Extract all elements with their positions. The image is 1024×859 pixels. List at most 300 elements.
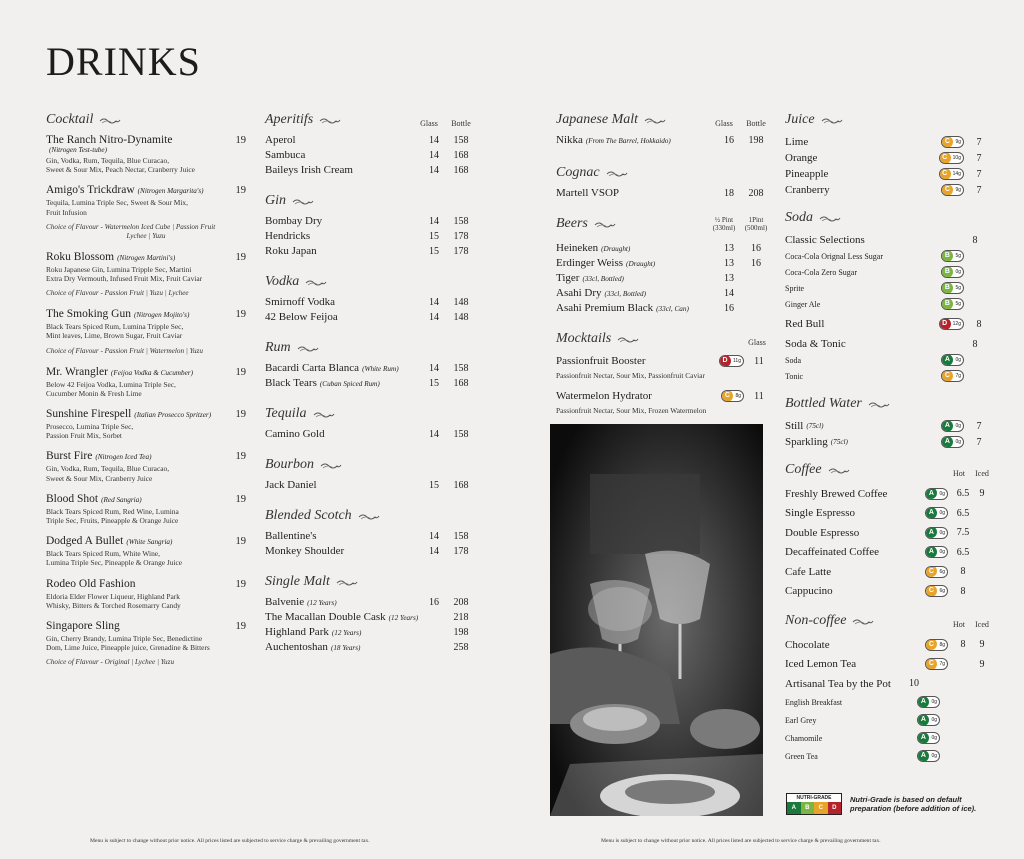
column-headers: [416, 119, 475, 128]
beer-note: (Draught): [601, 245, 631, 253]
cocktail-item: [46, 620, 246, 667]
iced-price: 9: [979, 639, 985, 651]
cocktail-name: Sunshine Firespell: [46, 408, 132, 421]
cocktail-item: [46, 134, 246, 174]
cocktail-description: [46, 422, 246, 440]
bottle-price: 168: [453, 480, 469, 491]
red-bull-price: 8: [976, 318, 982, 330]
juice-row: [785, 166, 990, 182]
nutri-grade-letter: C: [925, 658, 937, 670]
spirit-name: 42 Below Feijoa: [265, 311, 338, 323]
spirit-section-title: Bourbon: [265, 457, 314, 472]
description-line: Extra Dry Vermouth, Infused Fruit Mix, Fruit Caviar: [46, 274, 203, 284]
nutri-grade-letter: C: [941, 184, 953, 196]
water-name: Still: [785, 420, 804, 432]
flavour-line: Choice of Flavour - Watermelon Iced Cube | Passion Fruit: [46, 222, 216, 231]
nutri-grade-letter: A: [925, 527, 937, 539]
spirit-section-header: [265, 336, 475, 356]
description-line: Black Tears Spiced Rum, Red Wine, Lumina: [46, 506, 179, 516]
spirit-section-title: Aperitifs: [265, 112, 314, 127]
spirit-section-title: Rum: [265, 340, 291, 355]
nutri-grade-badge: [925, 546, 948, 558]
iced-price: 9: [979, 488, 985, 500]
juice-name: Pineapple: [785, 168, 829, 180]
spirit-note: (12 Years): [388, 614, 419, 622]
cocktail-price: 19: [235, 309, 246, 321]
mocktail-price: 11: [754, 355, 764, 367]
sugar-content: 12g: [952, 321, 961, 327]
spirit-row: [265, 134, 475, 149]
coffee-name: Cafe Latte: [785, 565, 832, 578]
spirit-name: Highland Park: [265, 626, 329, 638]
bottle-price: 158: [453, 531, 469, 542]
flavour-choices: [46, 289, 246, 298]
tea-name: Chamomile: [785, 733, 823, 743]
spirit-section-header: [265, 402, 475, 422]
cocktail-name: Mr. Wrangler: [46, 365, 108, 378]
description-line: Passion Fruit Mix, Sorbet: [46, 431, 122, 441]
classic-selections-price: 8: [972, 234, 978, 246]
cocktail-price: 19: [235, 578, 246, 590]
flourish-ornament: [99, 117, 121, 125]
cocktail-item: [46, 308, 246, 355]
flourish-ornament: [852, 618, 874, 626]
bottle-price: 158: [453, 135, 469, 146]
water-note: (75cl): [830, 438, 848, 446]
flourish-ornament: [313, 411, 335, 419]
sugar-content: 0g: [931, 699, 937, 705]
nutri-grade-letter: A: [917, 732, 929, 744]
nutri-grade-badge: [941, 266, 964, 278]
description-line: Gin, Vodka, Rum, Tequila, Blue Curacao,: [46, 464, 170, 474]
spirit-section-title: Blended Scotch: [265, 508, 352, 523]
non-coffee-name: Chocolate: [785, 638, 830, 651]
coffee-section-title: Coffee: [785, 462, 822, 477]
beer-note: (Draught): [626, 260, 656, 268]
nutri-grade-letter: A: [925, 546, 937, 558]
sugar-content: 0g: [955, 439, 961, 445]
cocktail-name: Blood Shot: [46, 492, 99, 505]
spirit-name: Monkey Shoulder: [265, 545, 345, 557]
mocktails-section-header: [556, 327, 770, 347]
glass-price: 15: [429, 231, 439, 242]
sugar-content: 10g: [952, 155, 961, 161]
spirit-row: [265, 296, 475, 311]
nutri-grade-letter: B: [941, 282, 953, 294]
beer-note: (33cl, Can): [656, 305, 689, 313]
description-line: Black Tears Spiced Rum, White Wine,: [46, 549, 160, 559]
coffee-row: [785, 562, 990, 582]
cocktail-name: Roku Blossom: [46, 250, 115, 263]
tea-name: Green Tea: [785, 751, 818, 761]
hot-price: 8: [960, 639, 966, 651]
cocktail-name: Burst Fire: [46, 450, 93, 463]
soda-section-header: [785, 206, 990, 226]
beers-section-title: Beers: [556, 216, 588, 231]
flavour-choices: [46, 223, 246, 241]
soda-name: Ginger Ale: [785, 299, 821, 309]
cocktail-item: [46, 535, 246, 567]
coffee-row: [785, 484, 990, 504]
cocktail-row: [46, 535, 246, 547]
description-line: Gin, Vodka, Rum, Tequila, Blue Curacao,: [46, 156, 170, 165]
iced-price: 9: [979, 658, 985, 670]
glass-price: 13: [724, 258, 734, 269]
flourish-ornament: [320, 462, 342, 470]
tea-row: [785, 747, 990, 765]
spirit-row: [265, 479, 475, 494]
sugar-content: 7g: [955, 373, 961, 379]
bottle-price: 148: [453, 297, 469, 308]
spirit-section-title: Gin: [265, 193, 286, 208]
spirit-note: (Cuban Spiced Rum): [319, 380, 380, 388]
red-bull-row: [785, 316, 990, 332]
cocktail-price: 19: [235, 621, 246, 633]
cocktail-item: [46, 578, 246, 610]
nutri-grade-logo: NUTRI-GRADE A B C D: [786, 793, 842, 815]
nutri-grade-badge: [941, 420, 964, 432]
coffee-name: Double Espresso: [785, 526, 860, 539]
soda-tonic-name: Soda & Tonic: [785, 338, 846, 350]
glass-price: 14: [429, 531, 439, 542]
beer-name: Asahi Dry: [556, 287, 602, 299]
iced-header: Iced: [975, 620, 989, 629]
glass-price: 13: [724, 243, 734, 254]
hot-header: Hot: [953, 620, 965, 629]
cocktail-price: 19: [235, 366, 246, 378]
spirit-section-title: Single Malt: [265, 574, 330, 589]
glass-header: Glass: [748, 338, 766, 347]
beer-row: [556, 287, 770, 302]
hot-price: 6.5: [956, 546, 970, 558]
spirit-row: [265, 362, 475, 377]
nutri-grade-letter: C: [941, 370, 953, 382]
nutri-grade-letter: A: [941, 436, 953, 448]
spirit-name: Bacardi Carta Blanca: [265, 362, 360, 374]
glass-price: 14: [429, 363, 439, 374]
spirit-section-header: [265, 270, 475, 290]
mocktail-description: Passionfruit Nectar, Sour Mix, Frozen Watermelon: [556, 406, 707, 416]
footer-note-left: Menu is subject to change without prior notice. All prices listed are subjected to service charge & prevailing government tax.: [90, 838, 370, 844]
spirit-row: [265, 230, 475, 245]
juice-name: Orange: [785, 152, 818, 164]
nutri-grade-badge: [925, 566, 948, 578]
sugar-content: 0g: [939, 510, 945, 517]
nutri-grade-letter: A: [925, 488, 937, 500]
glass-price: 13: [724, 273, 734, 284]
spirit-name: The Macallan Double Cask: [265, 611, 386, 623]
nutri-grade-letter: D: [939, 318, 951, 330]
description-line: Below 42 Feijoa Vodka, Lumina Triple Sec,: [46, 379, 176, 389]
glass-price: 14: [429, 546, 439, 557]
spirit-section-header: [265, 570, 475, 590]
spirit-name: Jack Daniel: [265, 479, 317, 491]
beer-note: (33cl, Bottled): [582, 275, 624, 283]
artisanal-tea-row: [785, 674, 990, 693]
bottle-price: 178: [453, 231, 469, 242]
beer-name: Asahi Premium Black: [556, 302, 654, 314]
iced-header: Iced: [975, 469, 989, 478]
soda-name: Coca-Cola Orignal Less Sugar: [785, 251, 883, 261]
coffee-name: Single Espresso: [785, 507, 855, 520]
sugar-content: 0g: [931, 717, 937, 723]
nutri-grade-badge: [917, 750, 940, 762]
japanese-malt-section-title: Japanese Malt: [556, 112, 639, 127]
flavour-choices: [46, 658, 246, 667]
description-line: Sweet & Sour Mix, Cranberry Juice: [46, 473, 153, 483]
sugar-content: 0g: [955, 357, 961, 363]
glass-header: Glass: [715, 119, 733, 128]
coffee-row: [785, 504, 990, 524]
nutri-grade-badge: [925, 585, 948, 597]
beer-row: [556, 272, 770, 287]
juice-name: Cranberry: [785, 184, 830, 196]
hot-price: 8: [960, 585, 966, 597]
description-line: Whisky, Bitters & Torched Rosemarry Candy: [46, 600, 181, 610]
spirit-row: [265, 611, 475, 626]
glass-price: 15: [429, 480, 439, 491]
spirit-name: Baileys Irish Cream: [265, 164, 353, 176]
description-line: Roku Japanese Gin, Lumina Tripple Sec, Martini: [46, 264, 192, 274]
bottle-price: 168: [453, 150, 469, 161]
sugar-content: 0g: [931, 753, 937, 759]
sugar-content: 11g: [733, 358, 741, 364]
soda-tonic-price: 8: [972, 338, 978, 350]
nutri-grade-badge: [941, 370, 964, 382]
nutri-grade-letter: A: [925, 507, 937, 519]
cocktail-description: [46, 156, 246, 174]
bottle-price: 148: [453, 312, 469, 323]
juice-price: 7: [976, 168, 982, 180]
nutri-grade-badge: [917, 732, 940, 744]
spirit-name: Black Tears: [265, 377, 317, 389]
cognac-section-title: Cognac: [556, 165, 600, 180]
cocktail-name: The Smoking Gun: [46, 308, 131, 321]
cocktail-price: 19: [235, 185, 246, 197]
cocktail-style: (White Sangria): [126, 538, 173, 547]
cocktail-description: [46, 507, 246, 525]
coffee-name: Decaffeinated Coffee: [785, 546, 879, 559]
nutri-grade-badge: [917, 696, 940, 708]
spirit-note: (18 Years): [330, 644, 361, 652]
description-line: Mint leaves, Lime, Brown Sugar, Fruit Caviar: [46, 331, 183, 341]
nutri-grade-letter: C: [939, 168, 951, 180]
cocktail-section-title: Cocktail: [46, 112, 94, 127]
nutri-grade-badge: [917, 714, 940, 726]
pint-header: [711, 216, 737, 232]
glass-price: 14: [429, 216, 439, 227]
description-line: Black Tears Spiced Rum, Lumina Tripple Sec,: [46, 322, 184, 332]
glass-price: 14: [429, 150, 439, 161]
nutri-grade-letter: A: [917, 696, 929, 708]
soda-row: [785, 248, 990, 264]
nutri-grade-badge: [939, 168, 964, 180]
cocktail-description: [46, 265, 246, 283]
flavour-line: Choice of Flavour - Original | Lychee | Yuzu: [46, 658, 175, 667]
glass-price: 15: [429, 378, 439, 389]
spirit-row: [265, 428, 475, 443]
cocktail-row: [46, 134, 246, 146]
cocktail-name: Singapore Sling: [46, 620, 120, 633]
nutri-grade-letter: C: [925, 566, 937, 578]
water-section-header: [785, 392, 990, 412]
nutri-grade-letter: C: [941, 136, 953, 148]
beer-name: Heineken: [556, 242, 599, 254]
nutri-grade-badge: [925, 488, 948, 500]
description-line: Prosecco, Lumina Triple Sec,: [46, 422, 134, 432]
spirit-row: [265, 377, 475, 392]
bottle-price: 208: [748, 188, 764, 199]
malt-beer-mocktail-column: [556, 108, 770, 423]
spirit-section-title: Tequila: [265, 406, 307, 421]
beers-section-header: [556, 212, 770, 232]
juice-price: 7: [976, 152, 982, 164]
cocktail-name: Rodeo Old Fashion: [46, 577, 136, 590]
spirit-row: [265, 545, 475, 560]
cocktail-description: [46, 322, 246, 340]
beer-headers: [711, 216, 770, 232]
spirit-row: [265, 149, 475, 164]
nutri-grade-letter: A: [917, 714, 929, 726]
non-coffee-section-header: [785, 609, 990, 629]
spirit-section-header: [265, 504, 475, 524]
sugar-content: 9g: [955, 139, 961, 145]
spirit-row: [265, 626, 475, 641]
water-price: 7: [976, 420, 982, 432]
mixer-name: Tonic: [785, 371, 804, 381]
juice-price: 7: [976, 184, 982, 196]
beer-row: [556, 242, 770, 257]
nutri-grade-badge: [941, 184, 964, 196]
cocktail-item: [46, 251, 246, 298]
nutri-grade-badge: [925, 639, 948, 651]
cocktail-style: (Nitrogen Margarita's): [137, 187, 204, 196]
description-line: Tequila, Lumina Triple Sec, Sweet & Sour Mix,: [46, 198, 188, 208]
cocktail-row: [46, 308, 246, 320]
bottle-price: 258: [453, 642, 469, 653]
nutri-grade-badge: [939, 152, 964, 164]
cocktail-style: (Feijoa Vodka & Cucumber): [110, 368, 193, 377]
bottle-header: Bottle: [746, 119, 766, 128]
description-line: Fruit Infusion: [46, 207, 87, 217]
nutri-grade-badge: [941, 436, 964, 448]
malt-name: Nikka: [556, 134, 583, 146]
flourish-ornament: [594, 221, 616, 229]
cocktail-item: [46, 450, 246, 482]
cocktail-price: 19: [235, 251, 246, 263]
description-line: Eldoria Elder Flower Liqueur, Highland Park: [46, 591, 180, 601]
page-title: DRINKS: [46, 39, 201, 84]
mocktail-row: [556, 388, 770, 404]
nutri-grade-letter: B: [941, 250, 953, 262]
soda-row: [785, 280, 990, 296]
bottle-price: 158: [453, 363, 469, 374]
spirit-row: [265, 530, 475, 545]
bottle-price: 208: [453, 597, 469, 608]
mixer-row: [785, 352, 990, 368]
glass-price: 14: [429, 135, 439, 146]
spirit-name: Balvenie: [265, 596, 305, 608]
spirit-name: Smirnoff Vodka: [265, 296, 335, 308]
spirit-section-header: [265, 189, 475, 209]
bottle-price: 198: [453, 627, 469, 638]
tea-name: English Breakfast: [785, 697, 843, 707]
bottle-price: 158: [453, 216, 469, 227]
cocktail-price: 19: [235, 409, 246, 421]
column-headers: [711, 119, 770, 128]
cognac-section-header: [556, 161, 770, 181]
flourish-ornament: [617, 336, 639, 344]
spirit-row: [265, 164, 475, 179]
mocktails-section-title: Mocktails: [556, 331, 612, 346]
soda-tonic-row: [785, 336, 990, 352]
nutri-grade-badge: [925, 658, 948, 670]
glass-price: 16: [429, 597, 439, 608]
nutri-grade-badge: [939, 318, 964, 330]
glass-price: 15: [429, 246, 439, 257]
non-coffee-name: Iced Lemon Tea: [785, 658, 857, 671]
glass-price: 14: [429, 165, 439, 176]
beer-name: Tiger: [556, 272, 580, 284]
nutri-grade-badge: [721, 390, 744, 402]
flourish-ornament: [868, 401, 890, 409]
cocktail-section-header: [46, 108, 246, 128]
spirit-row: [265, 311, 475, 326]
flourish-ornament: [644, 117, 666, 125]
spirit-name: Bombay Dry: [265, 215, 323, 227]
spirit-row: [265, 215, 475, 230]
cocktail-row: [46, 578, 246, 590]
spirit-row: [265, 245, 475, 260]
glass-price: 14: [429, 312, 439, 323]
juice-row: [785, 134, 990, 150]
red-bull-name: Red Bull: [785, 318, 825, 330]
spirit-name: Aperol: [265, 134, 296, 146]
flavour-line: Lychee | Yuzu: [126, 231, 166, 240]
cocktail-style: (Italian Prosecco Spritzer): [134, 411, 212, 420]
mocktail-name: Passionfruit Booster: [556, 355, 646, 367]
spirit-row: [265, 596, 475, 611]
spirit-name: Sambuca: [265, 149, 306, 161]
glass-price: 18: [724, 188, 734, 199]
sugar-content: 8g: [735, 393, 741, 400]
cocktail-name: Dodged A Bullet: [46, 535, 124, 548]
flourish-ornament: [297, 345, 319, 353]
nutri-grade-letter: C: [939, 152, 951, 164]
spirits-column: [265, 108, 475, 666]
bottle-price: 178: [453, 546, 469, 557]
soda-row: [785, 296, 990, 312]
coffee-section-header: [785, 458, 990, 478]
cocktail-row: [46, 493, 246, 505]
non-coffee-section-title: Non-coffee: [785, 613, 847, 628]
glass-price: 14: [429, 429, 439, 440]
japanese-malt-section-header: [556, 108, 770, 128]
nutri-grade-badge: [941, 298, 964, 310]
soda-name: Coca-Cola Zero Sugar: [785, 267, 857, 277]
cocktail-description: [46, 198, 246, 216]
cocktail-row: [46, 620, 246, 632]
sugar-content: 0g: [955, 269, 961, 275]
juice-section-title: Juice: [785, 112, 815, 127]
bottle-price: 158: [453, 429, 469, 440]
water-row: [785, 418, 990, 434]
flourish-ornament: [821, 117, 843, 125]
nutri-grade-letter: C: [721, 390, 733, 402]
bottle-price: 168: [453, 165, 469, 176]
spirit-row: [265, 641, 475, 656]
cocktail-style: (Red Sangria): [101, 495, 142, 504]
